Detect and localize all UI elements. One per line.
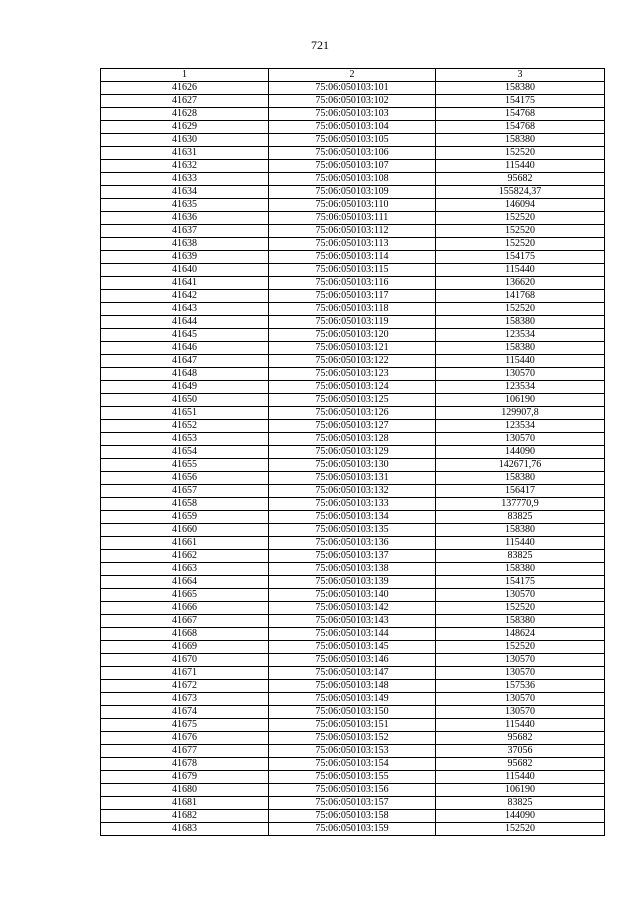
table-row — [101, 407, 605, 420]
table-row — [101, 563, 605, 576]
table-row — [101, 290, 605, 303]
cadastral-number-cell: 75:06:050103:127 — [269, 420, 436, 433]
table-body — [101, 82, 605, 836]
value-cell: 144090 — [436, 446, 605, 459]
cadastral-number-cell: 75:06:050103:157 — [269, 797, 436, 810]
table-row — [101, 446, 605, 459]
table-row — [101, 199, 605, 212]
cadastral-number-cell: 75:06:050103:124 — [269, 381, 436, 394]
cadastral-number-cell: 75:06:050103:112 — [269, 225, 436, 238]
table-row — [101, 706, 605, 719]
table-row — [101, 238, 605, 251]
value-cell: 130570 — [436, 706, 605, 719]
value-cell: 115440 — [436, 719, 605, 732]
value-cell: 123534 — [436, 381, 605, 394]
row-number-cell: 41649 — [101, 381, 269, 394]
value-cell: 123534 — [436, 420, 605, 433]
cadastral-number-cell: 75:06:050103:108 — [269, 173, 436, 186]
value-cell: 123534 — [436, 329, 605, 342]
table-row — [101, 537, 605, 550]
value-cell: 158380 — [436, 472, 605, 485]
row-number-cell: 41641 — [101, 277, 269, 290]
value-cell: 158380 — [436, 615, 605, 628]
value-cell: 95682 — [436, 758, 605, 771]
row-number-cell: 41632 — [101, 160, 269, 173]
row-number-cell: 41673 — [101, 693, 269, 706]
value-cell: 158380 — [436, 563, 605, 576]
cadastral-number-cell: 75:06:050103:105 — [269, 134, 436, 147]
page-number: 721 — [311, 38, 329, 52]
value-cell: 95682 — [436, 732, 605, 745]
table-row — [101, 771, 605, 784]
table-row — [101, 511, 605, 524]
table-row — [101, 251, 605, 264]
row-number-cell: 41672 — [101, 680, 269, 693]
cadastral-number-cell: 75:06:050103:118 — [269, 303, 436, 316]
table-row — [101, 628, 605, 641]
value-cell: 152520 — [436, 225, 605, 238]
value-cell: 148624 — [436, 628, 605, 641]
row-number-cell: 41636 — [101, 212, 269, 225]
table-row — [101, 667, 605, 680]
cadastral-number-cell: 75:06:050103:117 — [269, 290, 436, 303]
value-cell: 115440 — [436, 355, 605, 368]
row-number-cell: 41666 — [101, 602, 269, 615]
row-number-cell: 41648 — [101, 368, 269, 381]
cadastral-number-cell: 75:06:050103:134 — [269, 511, 436, 524]
value-cell: 141768 — [436, 290, 605, 303]
cadastral-number-cell: 75:06:050103:149 — [269, 693, 436, 706]
row-number-cell: 41629 — [101, 121, 269, 134]
cadastral-number-cell: 75:06:050103:114 — [269, 251, 436, 264]
cadastral-number-cell: 75:06:050103:147 — [269, 667, 436, 680]
table-row — [101, 602, 605, 615]
cadastral-number-cell: 75:06:050103:110 — [269, 199, 436, 212]
table-row — [101, 732, 605, 745]
value-cell: 154768 — [436, 121, 605, 134]
table-row — [101, 303, 605, 316]
cadastral-number-cell: 75:06:050103:126 — [269, 407, 436, 420]
value-cell: 152520 — [436, 602, 605, 615]
value-cell: 156417 — [436, 485, 605, 498]
cadastral-number-cell: 75:06:050103:119 — [269, 316, 436, 329]
value-cell: 130570 — [436, 433, 605, 446]
cadastral-number-cell: 75:06:050103:153 — [269, 745, 436, 758]
value-cell: 115440 — [436, 771, 605, 784]
cadastral-number-cell: 75:06:050103:123 — [269, 368, 436, 381]
cadastral-number-cell: 75:06:050103:121 — [269, 342, 436, 355]
table-row — [101, 615, 605, 628]
cadastral-number-cell: 75:06:050103:145 — [269, 641, 436, 654]
value-cell: 158380 — [436, 134, 605, 147]
cadastral-number-cell: 75:06:050103:102 — [269, 95, 436, 108]
value-cell: 154175 — [436, 95, 605, 108]
table-row — [101, 173, 605, 186]
value-cell: 154175 — [436, 576, 605, 589]
cadastral-number-cell: 75:06:050103:133 — [269, 498, 436, 511]
value-cell: 144090 — [436, 810, 605, 823]
table-row — [101, 264, 605, 277]
row-number-cell: 41660 — [101, 524, 269, 537]
cadastral-number-cell: 75:06:050103:148 — [269, 680, 436, 693]
table-row — [101, 433, 605, 446]
cadastral-number-cell: 75:06:050103:150 — [269, 706, 436, 719]
value-cell: 137770,9 — [436, 498, 605, 511]
row-number-cell: 41643 — [101, 303, 269, 316]
value-cell: 83825 — [436, 797, 605, 810]
row-number-cell: 41654 — [101, 446, 269, 459]
value-cell: 158380 — [436, 82, 605, 95]
row-number-cell: 41658 — [101, 498, 269, 511]
value-cell: 130570 — [436, 667, 605, 680]
cadastral-number-cell: 75:06:050103:106 — [269, 147, 436, 160]
table-row — [101, 82, 605, 95]
row-number-cell: 41675 — [101, 719, 269, 732]
row-number-cell: 41635 — [101, 199, 269, 212]
row-number-cell: 41634 — [101, 186, 269, 199]
value-cell: 130570 — [436, 589, 605, 602]
cadastral-number-cell: 75:06:050103:129 — [269, 446, 436, 459]
cadastral-number-cell: 75:06:050103:136 — [269, 537, 436, 550]
value-cell: 158380 — [436, 316, 605, 329]
cadastral-number-cell: 75:06:050103:146 — [269, 654, 436, 667]
table-row — [101, 355, 605, 368]
cadastral-number-cell: 75:06:050103:128 — [269, 433, 436, 446]
value-cell: 130570 — [436, 368, 605, 381]
cadastral-number-cell: 75:06:050103:131 — [269, 472, 436, 485]
row-number-cell: 41653 — [101, 433, 269, 446]
table-row — [101, 524, 605, 537]
row-number-cell: 41671 — [101, 667, 269, 680]
table-row — [101, 589, 605, 602]
value-cell: 115440 — [436, 160, 605, 173]
table-row — [101, 342, 605, 355]
value-cell: 129907,8 — [436, 407, 605, 420]
row-number-cell: 41674 — [101, 706, 269, 719]
table-row — [101, 225, 605, 238]
cadastral-number-cell: 75:06:050103:155 — [269, 771, 436, 784]
row-number-cell: 41647 — [101, 355, 269, 368]
cadastral-number-cell: 75:06:050103:154 — [269, 758, 436, 771]
column-header-1: 1 — [101, 69, 269, 82]
row-number-cell: 41683 — [101, 823, 269, 836]
row-number-cell: 41627 — [101, 95, 269, 108]
table-row — [101, 693, 605, 706]
table-header-row — [101, 69, 605, 82]
row-number-cell: 41677 — [101, 745, 269, 758]
row-number-cell: 41676 — [101, 732, 269, 745]
value-cell: 154768 — [436, 108, 605, 121]
row-number-cell: 41628 — [101, 108, 269, 121]
value-cell: 115440 — [436, 264, 605, 277]
table-row — [101, 576, 605, 589]
row-number-cell: 41656 — [101, 472, 269, 485]
cadastral-number-cell: 75:06:050103:159 — [269, 823, 436, 836]
row-number-cell: 41661 — [101, 537, 269, 550]
table-row — [101, 134, 605, 147]
cadastral-number-cell: 75:06:050103:132 — [269, 485, 436, 498]
row-number-cell: 41652 — [101, 420, 269, 433]
cadastral-number-cell: 75:06:050103:122 — [269, 355, 436, 368]
table-row — [101, 108, 605, 121]
table-row — [101, 381, 605, 394]
value-cell: 130570 — [436, 693, 605, 706]
row-number-cell: 41679 — [101, 771, 269, 784]
value-cell: 115440 — [436, 537, 605, 550]
value-cell: 152520 — [436, 641, 605, 654]
value-cell: 152520 — [436, 212, 605, 225]
row-number-cell: 41630 — [101, 134, 269, 147]
cadastral-number-cell: 75:06:050103:115 — [269, 264, 436, 277]
value-cell: 142671,76 — [436, 459, 605, 472]
table-row — [101, 654, 605, 667]
value-cell: 130570 — [436, 654, 605, 667]
cadastral-number-cell: 75:06:050103:135 — [269, 524, 436, 537]
table-row — [101, 641, 605, 654]
table-row — [101, 680, 605, 693]
row-number-cell: 41631 — [101, 147, 269, 160]
cadastral-number-cell: 75:06:050103:142 — [269, 602, 436, 615]
data-table — [100, 68, 605, 836]
value-cell: 158380 — [436, 524, 605, 537]
cadastral-number-cell: 75:06:050103:130 — [269, 459, 436, 472]
table-row — [101, 550, 605, 563]
value-cell: 83825 — [436, 511, 605, 524]
table-row — [101, 329, 605, 342]
table-row — [101, 368, 605, 381]
table-row — [101, 186, 605, 199]
row-number-cell: 41633 — [101, 173, 269, 186]
table-row — [101, 823, 605, 836]
table-row — [101, 472, 605, 485]
cadastral-number-cell: 75:06:050103:120 — [269, 329, 436, 342]
value-cell: 158380 — [436, 342, 605, 355]
value-cell: 106190 — [436, 394, 605, 407]
table-row — [101, 498, 605, 511]
table-row — [101, 719, 605, 732]
row-number-cell: 41638 — [101, 238, 269, 251]
cadastral-number-cell: 75:06:050103:151 — [269, 719, 436, 732]
row-number-cell: 41640 — [101, 264, 269, 277]
row-number-cell: 41678 — [101, 758, 269, 771]
value-cell: 152520 — [436, 823, 605, 836]
cadastral-number-cell: 75:06:050103:104 — [269, 121, 436, 134]
table-row — [101, 485, 605, 498]
cadastral-number-cell: 75:06:050103:103 — [269, 108, 436, 121]
value-cell: 152520 — [436, 238, 605, 251]
cadastral-number-cell: 75:06:050103:152 — [269, 732, 436, 745]
table-row — [101, 147, 605, 160]
value-cell: 152520 — [436, 147, 605, 160]
table-row — [101, 459, 605, 472]
cadastral-number-cell: 75:06:050103:139 — [269, 576, 436, 589]
cadastral-number-cell: 75:06:050103:156 — [269, 784, 436, 797]
table-row — [101, 121, 605, 134]
table-row — [101, 95, 605, 108]
table-row — [101, 316, 605, 329]
cadastral-number-cell: 75:06:050103:137 — [269, 550, 436, 563]
cadastral-number-cell: 75:06:050103:113 — [269, 238, 436, 251]
table-row — [101, 394, 605, 407]
row-number-cell: 41669 — [101, 641, 269, 654]
table-row — [101, 810, 605, 823]
table-row — [101, 745, 605, 758]
cadastral-number-cell: 75:06:050103:138 — [269, 563, 436, 576]
cadastral-number-cell: 75:06:050103:111 — [269, 212, 436, 225]
row-number-cell: 41642 — [101, 290, 269, 303]
row-number-cell: 41662 — [101, 550, 269, 563]
value-cell: 83825 — [436, 550, 605, 563]
value-cell: 157536 — [436, 680, 605, 693]
row-number-cell: 41639 — [101, 251, 269, 264]
row-number-cell: 41650 — [101, 394, 269, 407]
value-cell: 155824,37 — [436, 186, 605, 199]
row-number-cell: 41663 — [101, 563, 269, 576]
cadastral-number-cell: 75:06:050103:140 — [269, 589, 436, 602]
row-number-cell: 41680 — [101, 784, 269, 797]
row-number-cell: 41681 — [101, 797, 269, 810]
cadastral-number-cell: 75:06:050103:109 — [269, 186, 436, 199]
row-number-cell: 41657 — [101, 485, 269, 498]
value-cell: 146094 — [436, 199, 605, 212]
row-number-cell: 41645 — [101, 329, 269, 342]
row-number-cell: 41637 — [101, 225, 269, 238]
cadastral-number-cell: 75:06:050103:116 — [269, 277, 436, 290]
row-number-cell: 41682 — [101, 810, 269, 823]
row-number-cell: 41665 — [101, 589, 269, 602]
value-cell: 136620 — [436, 277, 605, 290]
value-cell: 152520 — [436, 303, 605, 316]
table-row — [101, 758, 605, 771]
cadastral-number-cell: 75:06:050103:101 — [269, 82, 436, 95]
value-cell: 154175 — [436, 251, 605, 264]
row-number-cell: 41651 — [101, 407, 269, 420]
cadastral-number-cell: 75:06:050103:107 — [269, 160, 436, 173]
cadastral-number-cell: 75:06:050103:144 — [269, 628, 436, 641]
row-number-cell: 41644 — [101, 316, 269, 329]
row-number-cell: 41659 — [101, 511, 269, 524]
table-row — [101, 784, 605, 797]
table-row — [101, 160, 605, 173]
cadastral-number-cell: 75:06:050103:143 — [269, 615, 436, 628]
column-header-3: 3 — [436, 69, 605, 82]
cadastral-number-cell: 75:06:050103:158 — [269, 810, 436, 823]
row-number-cell: 41667 — [101, 615, 269, 628]
row-number-cell: 41670 — [101, 654, 269, 667]
value-cell: 37056 — [436, 745, 605, 758]
row-number-cell: 41626 — [101, 82, 269, 95]
value-cell: 95682 — [436, 173, 605, 186]
table-row — [101, 277, 605, 290]
cadastral-number-cell: 75:06:050103:125 — [269, 394, 436, 407]
column-header-2: 2 — [269, 69, 436, 82]
table-row — [101, 420, 605, 433]
row-number-cell: 41668 — [101, 628, 269, 641]
row-number-cell: 41655 — [101, 459, 269, 472]
value-cell: 106190 — [436, 784, 605, 797]
table-row — [101, 212, 605, 225]
row-number-cell: 41646 — [101, 342, 269, 355]
row-number-cell: 41664 — [101, 576, 269, 589]
table-row — [101, 797, 605, 810]
